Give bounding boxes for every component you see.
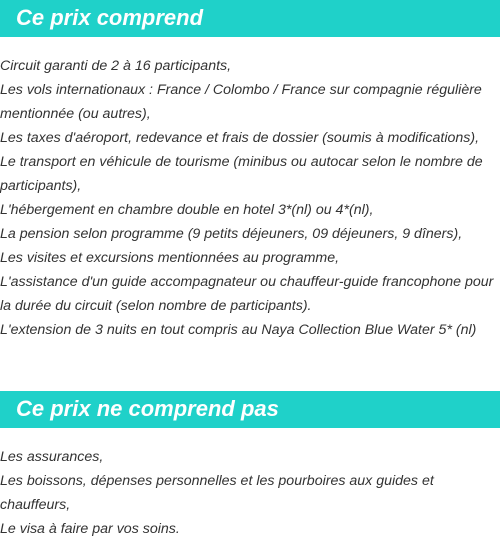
- list-item: Les assurances,: [0, 449, 104, 465]
- list-item: L'extension de 3 nuits en tout compris au Naya Collection Blue Water 5* (nl): [0, 322, 477, 338]
- excludes-title: Ce prix ne comprend pas: [16, 396, 279, 421]
- list-item: Le transport en véhicule de tourisme (minibus ou autocar selon le nombre de participants),: [0, 154, 483, 194]
- excludes-list: [0, 445, 500, 541]
- list-item: Les visites et excursions mentionnées au programme,: [0, 250, 340, 266]
- includes-list: [0, 54, 500, 342]
- list-item: L'hébergement en chambre double en hotel 3*(nl) ou 4*(nl),: [0, 202, 374, 218]
- excludes-header: [0, 391, 500, 428]
- list-item: Les taxes d'aéroport, redevance et frais de dossier (soumis à modifications),: [0, 130, 480, 146]
- list-item: Les vols internationaux : France / Colombo / France sur compagnie régulière mentionnée (ou autres),: [0, 82, 482, 122]
- list-item: Le visa à faire par vos soins.: [0, 521, 180, 537]
- list-item: La pension selon programme (9 petits déjeuners, 09 déjeuners, 9 dîners),: [0, 226, 463, 242]
- list-item: L'assistance d'un guide accompagnateur ou chauffeur-guide francophone pour la durée du circuit (selon nombre de participants).: [0, 274, 494, 314]
- list-item: Les boissons, dépenses personnelles et les pourboires aux guides et chauffeurs,: [0, 473, 434, 513]
- list-item: Circuit garanti de 2 à 16 participants,: [0, 58, 232, 74]
- includes-header: [0, 0, 500, 37]
- includes-title: Ce prix comprend: [16, 5, 204, 30]
